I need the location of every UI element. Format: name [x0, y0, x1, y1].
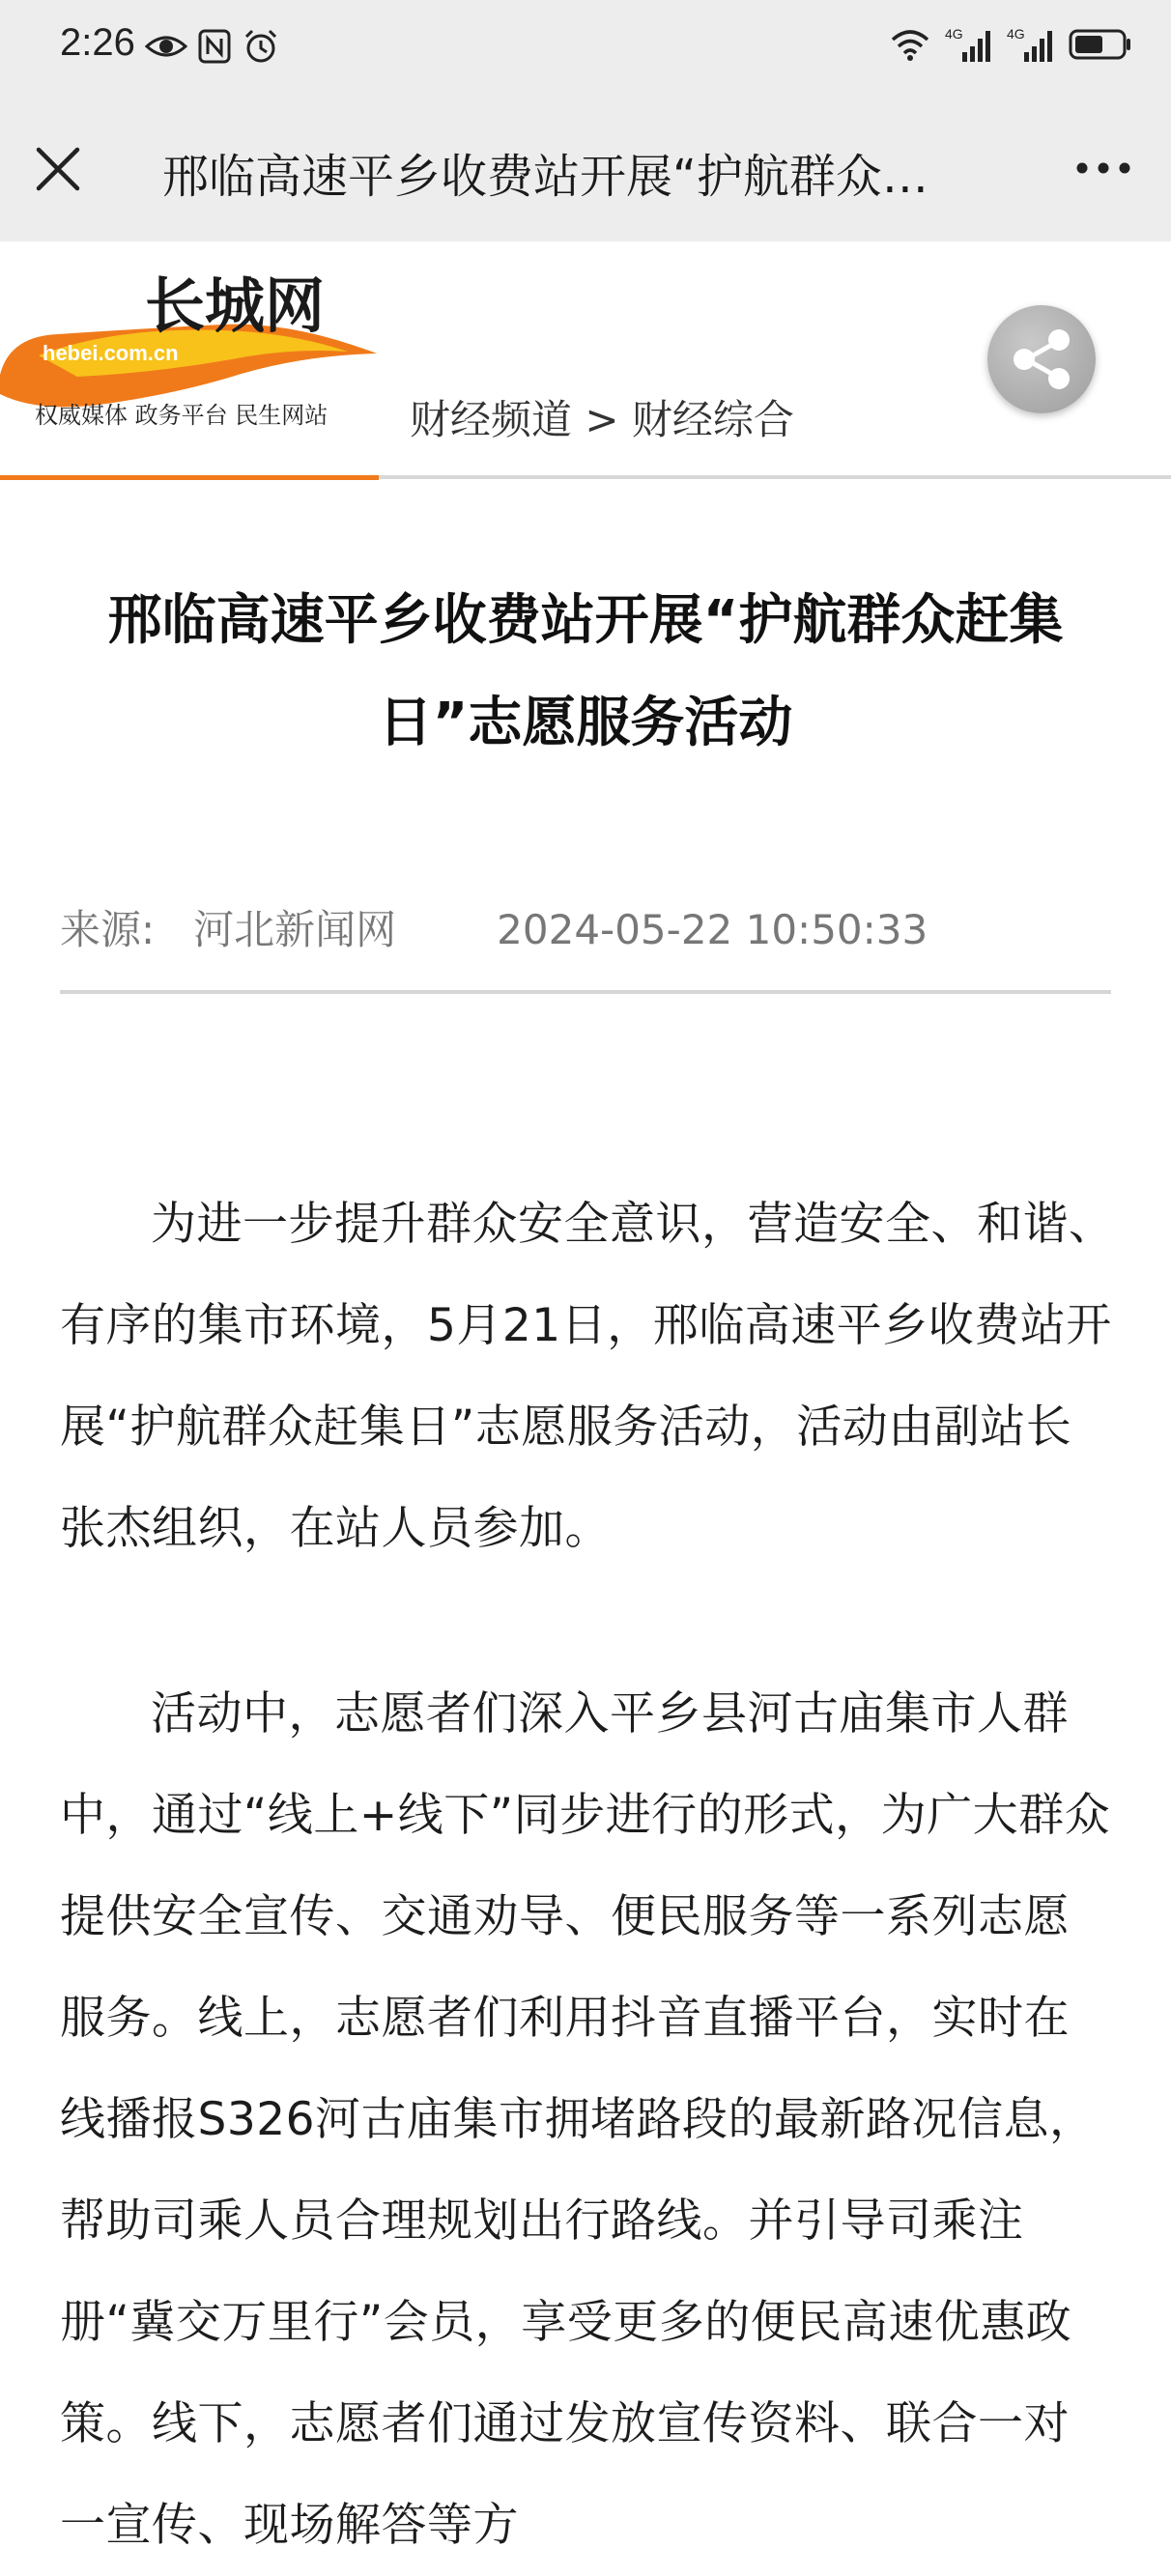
site-header [0, 241, 1171, 483]
site-logo[interactable] [0, 259, 386, 462]
article-title: 邢临高速平乡收费站开展“护航群众赶集日”志愿服务活动 [107, 589, 1064, 754]
breadcrumb[interactable]: 财经频道 > 财经综合 [410, 396, 794, 443]
close-icon[interactable] [29, 140, 87, 198]
title-bar [0, 97, 1171, 241]
status-bar [0, 0, 1171, 97]
meta-divider [60, 990, 1111, 994]
header-accent-bar [0, 475, 379, 480]
share-button[interactable] [987, 305, 1096, 413]
status-icons-right [889, 25, 1132, 64]
more-options-icon[interactable] [1072, 147, 1134, 189]
alarm-icon [242, 27, 280, 66]
publish-date: 2024-05-22 10:50:33 [497, 906, 928, 953]
signal-4g-icon [945, 25, 993, 64]
network-label: 4G [945, 26, 963, 42]
article-paragraph: 活动中，志愿者们深入平乡县河古庙集市人群中，通过“线上+线下”同步进行的形式，为广大群众提供安全宣传、交通劝导、便民服务等一系列志愿服务。线上，志愿者们利用抖音直播平台，实时在线播报S326河古庙集市拥堵路段的最新路况信息，帮助司乘人员合理规划出行路线。并引导司乘注册“冀交万里行”会员，享受更多的便民高速优惠政策。线下，志愿者们通过发放宣传资料、联合一对一宣传、现场解答等方 [60, 1687, 1111, 2552]
share-icon [987, 305, 1096, 413]
network-label: 4G [1007, 26, 1025, 42]
site-tagline: 权威媒体 政务平台 民生网站 [35, 402, 328, 429]
source-value: 河北新闻网 [193, 906, 397, 953]
page-title: 邢临高速平乡收费站开展“护航群众… [162, 150, 928, 204]
logo-text: 长城网 [145, 270, 326, 341]
nfc-icon [197, 27, 232, 66]
battery-icon [1069, 25, 1132, 64]
status-icons-left [145, 27, 280, 66]
logo-domain: hebei.com.cn [43, 341, 179, 365]
signal-4g-icon [1007, 25, 1055, 64]
source-label: 来源: [60, 906, 156, 953]
article-meta [60, 898, 1113, 956]
eye-icon [145, 27, 187, 66]
article-paragraph: 为进一步提升群众安全意识，营造安全、和谐、有序的集市环境，5月21日，邢临高速平乡收费站开展“护航群众赶集日”志愿服务活动，活动由副站长张杰组织，在站人员参加。 [60, 1198, 1115, 1555]
status-time: 2:26 [60, 21, 135, 64]
wifi-icon [889, 26, 931, 63]
